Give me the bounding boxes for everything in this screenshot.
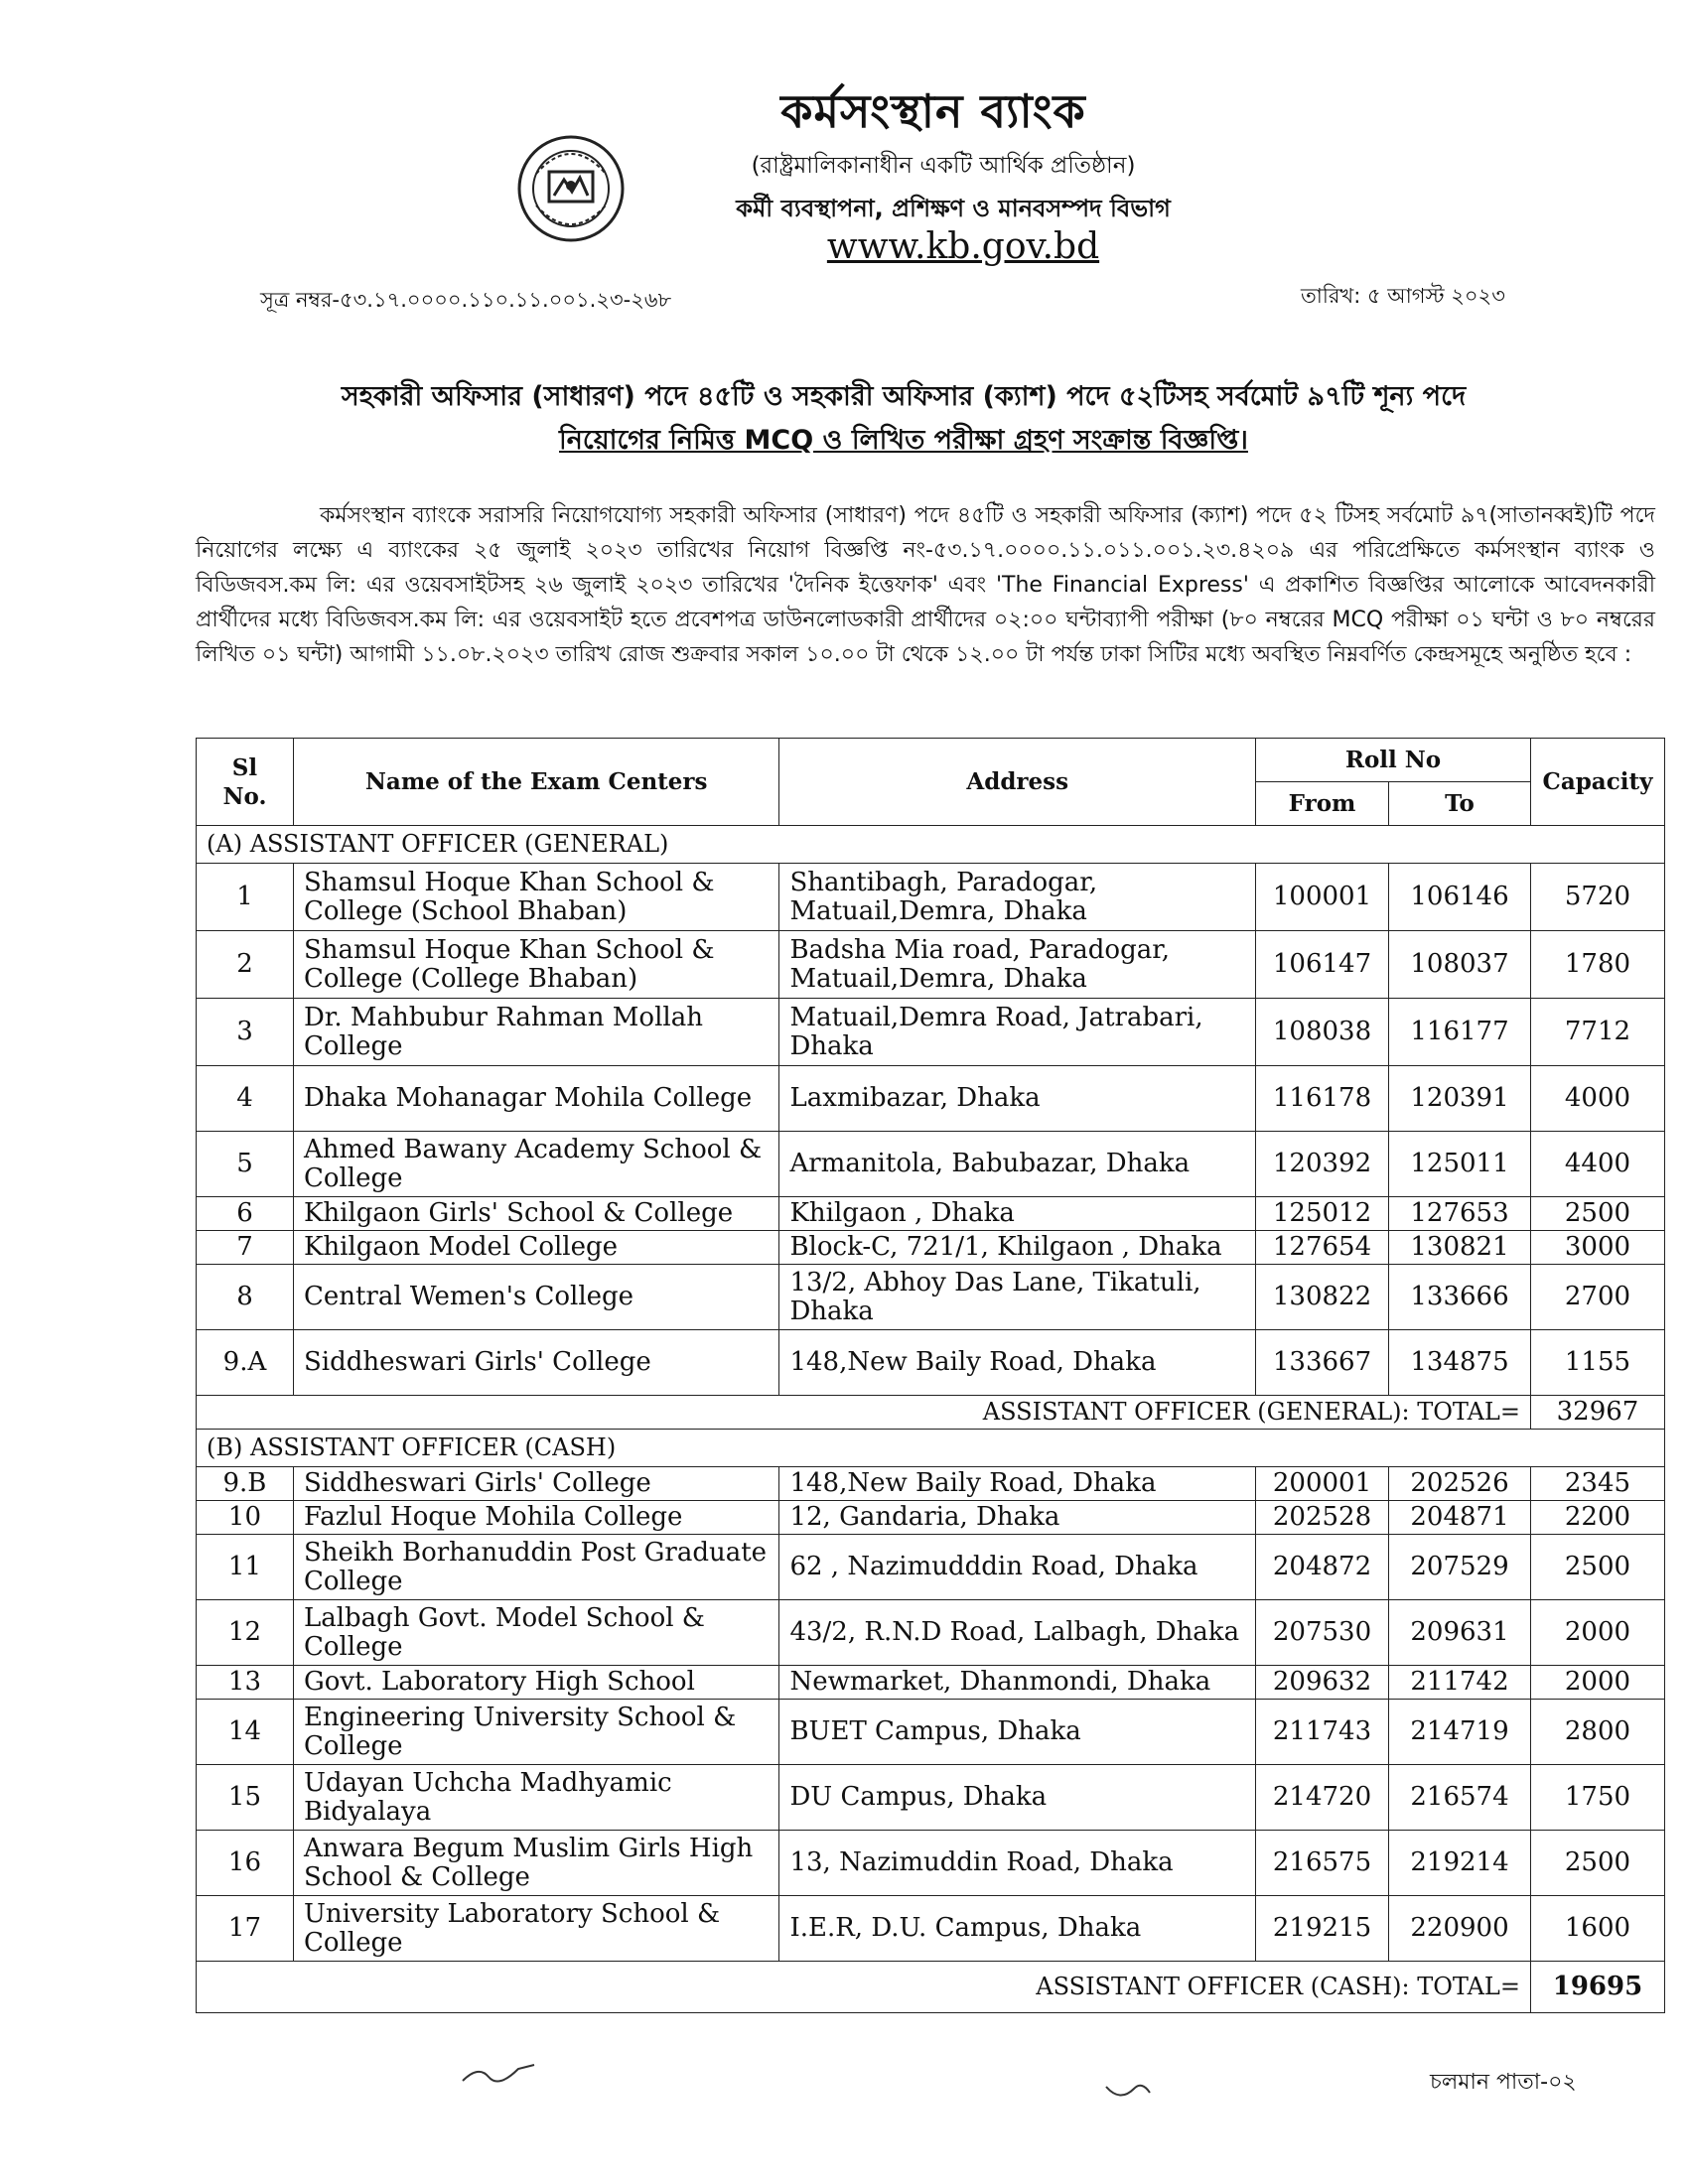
row-roll-to: 108037: [1389, 931, 1531, 999]
signature-icon: [459, 2059, 538, 2089]
row-address: 13, Nazimuddin Road, Dhaka: [779, 1831, 1256, 1896]
row-roll-to: 127653: [1389, 1197, 1531, 1231]
row-roll-to: 220900: [1389, 1896, 1531, 1962]
row-roll-from: 209632: [1256, 1666, 1389, 1700]
row-capacity: 1155: [1530, 1330, 1664, 1396]
row-name: Engineering University School & College: [293, 1700, 779, 1765]
table-row: [197, 864, 1665, 931]
section-b-total: [197, 1962, 1665, 2013]
row-roll-from: 216575: [1256, 1831, 1389, 1896]
header-name: Name of the Exam Centers: [293, 739, 779, 826]
row-capacity: 2000: [1530, 1666, 1664, 1700]
notice-heading-line2: নিয়োগের নিমিত্ত MCQ ও লিখিত পরীক্ষা গ্রহণ সংক্রান্ত বিজ্ঞপ্তি।: [559, 425, 1248, 456]
row-sl: 4: [197, 1066, 294, 1132]
table-row: [197, 1330, 1665, 1396]
exam-centers-table: [196, 738, 1665, 2013]
table-row: [197, 931, 1665, 999]
row-address: Matuail,Demra Road, Jatrabari, Dhaka: [779, 999, 1256, 1066]
row-sl: 7: [197, 1231, 294, 1265]
row-capacity: 1600: [1530, 1896, 1664, 1962]
row-address: Shantibagh, Paradogar, Matuail,Demra, Dhaka: [779, 864, 1256, 931]
row-capacity: 2345: [1530, 1467, 1664, 1501]
row-sl: 9.B: [197, 1467, 294, 1501]
header-sl: Sl No.: [197, 739, 294, 826]
row-roll-from: 127654: [1256, 1231, 1389, 1265]
row-address: Newmarket, Dhanmondi, Dhaka: [779, 1666, 1256, 1700]
row-roll-from: 133667: [1256, 1330, 1389, 1396]
row-sl: 15: [197, 1765, 294, 1831]
row-roll-from: 214720: [1256, 1765, 1389, 1831]
table-row: [197, 1700, 1665, 1765]
table-row: [197, 1066, 1665, 1132]
table-row: [197, 999, 1665, 1066]
row-roll-to: 219214: [1389, 1831, 1531, 1896]
row-roll-to: 116177: [1389, 999, 1531, 1066]
header-from: From: [1256, 782, 1389, 826]
table-row: [197, 1197, 1665, 1231]
row-name: Khilgaon Girls' School & College: [293, 1197, 779, 1231]
section-a-total: [197, 1396, 1665, 1467]
section-b-rows: [197, 1467, 1665, 1962]
row-roll-from: 202528: [1256, 1501, 1389, 1535]
row-address: 43/2, R.N.D Road, Lalbagh, Dhaka: [779, 1600, 1256, 1666]
row-roll-to: 106146: [1389, 864, 1531, 931]
row-roll-to: 216574: [1389, 1765, 1531, 1831]
row-roll-from: 200001: [1256, 1467, 1389, 1501]
row-roll-from: 125012: [1256, 1197, 1389, 1231]
row-sl: 17: [197, 1896, 294, 1962]
header-roll: Roll No: [1256, 739, 1531, 782]
row-sl: 8: [197, 1265, 294, 1330]
row-sl: 12: [197, 1600, 294, 1666]
row-roll-to: 133666: [1389, 1265, 1531, 1330]
row-name: Udayan Uchcha Madhyamic Bidyalaya: [293, 1765, 779, 1831]
continued-page-note: চলমান পাতা-০২: [1430, 2070, 1577, 2095]
row-name: Shamsul Hoque Khan School & College (College Bhaban): [293, 931, 779, 999]
row-name: Fazlul Hoque Mohila College: [293, 1501, 779, 1535]
row-roll-from: 211743: [1256, 1700, 1389, 1765]
row-name: Ahmed Bawany Academy School & College: [293, 1132, 779, 1197]
table-row: [197, 1501, 1665, 1535]
row-roll-from: 219215: [1256, 1896, 1389, 1962]
bank-subtitle: (রাষ্ট্রমালিকানাধীন একটি আর্থিক প্রতিষ্ঠান): [751, 153, 1136, 179]
row-capacity: 1780: [1530, 931, 1664, 999]
section-a-total-value: 32967: [1530, 1396, 1664, 1430]
department-name: কর্মী ব্যবস্থাপনা, প্রশিক্ষণ ও মানবসম্পদ বিভাগ: [736, 195, 1171, 222]
header-capacity: Capacity: [1530, 739, 1664, 826]
row-sl: 14: [197, 1700, 294, 1765]
table-row: [197, 1467, 1665, 1501]
row-capacity: 3000: [1530, 1231, 1664, 1265]
row-sl: 13: [197, 1666, 294, 1700]
website-link[interactable]: www.kb.gov.bd: [826, 226, 1100, 267]
row-sl: 6: [197, 1197, 294, 1231]
table-row: [197, 1896, 1665, 1962]
row-name: Shamsul Hoque Khan School & College (School Bhaban): [293, 864, 779, 931]
row-sl: 3: [197, 999, 294, 1066]
row-name: Dhaka Mohanagar Mohila College: [293, 1066, 779, 1132]
row-sl: 16: [197, 1831, 294, 1896]
section-b-total-value: 19695: [1530, 1962, 1664, 2013]
row-sl: 2: [197, 931, 294, 999]
row-roll-to: 207529: [1389, 1535, 1531, 1600]
table-row: [197, 1765, 1665, 1831]
notice-heading: [258, 375, 1549, 463]
memo-date: তারিখ: ৫ আগস্ট ২০২৩: [1301, 284, 1505, 308]
row-capacity: 2500: [1530, 1197, 1664, 1231]
row-capacity: 1750: [1530, 1765, 1664, 1831]
row-address: 148,New Baily Road, Dhaka: [779, 1330, 1256, 1396]
row-roll-from: 207530: [1256, 1600, 1389, 1666]
table-row: [197, 1132, 1665, 1197]
row-roll-to: 134875: [1389, 1330, 1531, 1396]
section-a-total-label: ASSISTANT OFFICER (GENERAL): TOTAL=: [197, 1396, 1531, 1430]
header-to: To: [1389, 782, 1531, 826]
row-address: BUET Campus, Dhaka: [779, 1700, 1256, 1765]
row-name: Siddheswari Girls' College: [293, 1330, 779, 1396]
row-roll-to: 125011: [1389, 1132, 1531, 1197]
row-address: DU Campus, Dhaka: [779, 1765, 1256, 1831]
row-roll-from: 204872: [1256, 1535, 1389, 1600]
row-name: Anwara Begum Muslim Girls High School & College: [293, 1831, 779, 1896]
notice-heading-line1: সহকারী অফিসার (সাধারণ) পদে ৪৫টি ও সহকারী অফিসার (ক্যাশ) পদে ৫২টিসহ সর্বমোট ৯৭টি শূন্য পদে: [341, 381, 1467, 412]
section-b-total-label: ASSISTANT OFFICER (CASH): TOTAL=: [197, 1962, 1531, 2013]
row-sl: 1: [197, 864, 294, 931]
row-address: 13/2, Abhoy Das Lane, Tikatuli, Dhaka: [779, 1265, 1256, 1330]
initial-mark-icon: [1100, 2075, 1160, 2105]
row-address: Khilgaon , Dhaka: [779, 1197, 1256, 1231]
table-row: [197, 1231, 1665, 1265]
table-row: [197, 1535, 1665, 1600]
row-capacity: 2700: [1530, 1265, 1664, 1330]
row-name: Sheikh Borhanuddin Post Graduate College: [293, 1535, 779, 1600]
row-roll-from: 116178: [1256, 1066, 1389, 1132]
row-capacity: 2500: [1530, 1535, 1664, 1600]
table-row: [197, 1600, 1665, 1666]
row-roll-to: 209631: [1389, 1600, 1531, 1666]
row-name: Dr. Mahbubur Rahman Mollah College: [293, 999, 779, 1066]
row-sl: 11: [197, 1535, 294, 1600]
section-a-rows: [197, 864, 1665, 1396]
row-capacity: 7712: [1530, 999, 1664, 1066]
row-name: Khilgaon Model College: [293, 1231, 779, 1265]
table-row: [197, 1265, 1665, 1330]
row-address: I.E.R, D.U. Campus, Dhaka: [779, 1896, 1256, 1962]
row-address: 12, Gandaria, Dhaka: [779, 1501, 1256, 1535]
row-name: Lalbagh Govt. Model School & College: [293, 1600, 779, 1666]
row-roll-to: 211742: [1389, 1666, 1531, 1700]
row-sl: 5: [197, 1132, 294, 1197]
row-name: University Laboratory School & College: [293, 1896, 779, 1962]
section-a-body: [197, 826, 1665, 864]
section-a-title: (A) ASSISTANT OFFICER (GENERAL): [197, 826, 1665, 864]
notice-body: কর্মসংস্থান ব্যাংকে সরাসরি নিয়োগযোগ্য সহকারী অফিসার (সাধারণ) পদে ৪৫টি ও সহকারী অফিসার (ক্যাশ) পদে ৫২ টিসহ সর্বমোট ৯৭(সাতানব্বই)টি পদে নিয়োগের লক্ষ্যে এ ব্যাংকের ২৫ জুলাই ২০২৩ তারিখের নিয়োগ বিজ্ঞপ্তি নং-৫৩.১৭.০০০০.১১.০১১.০০১.২৩.৪২০৯ এর পরিপ্রেক্ষিতে কর্মসংস্থান ব্যাংক ও বিডিজবস.কম লি: এর ওয়েবসাইটসহ ২৬ জুলাই ২০২৩ তারিখের 'দৈনিক ইত্তেফাক' এবং 'The Financial Express' এ প্রকাশিত বিজ্ঞপ্তির আলোকে আবেদনকারী প্রার্থীদের মধ্যে বিডিজবস.কম লি: এর ওয়েবসাইট হতে প্রবেশপত্র ডাউনলোডকারী প্রার্থীদের ০২:০০ ঘন্টাব্যাপী পরীক্ষা (৮০ নম্বরের MCQ পরীক্ষা ০১ ঘন্টা ও ৮০ নম্বরের লিখিত ০১ ঘন্টা) আগামী ১১.০৮.২০২৩ তারিখ রোজ শুক্রবার সকাল ১০.০০ টা থেকে ১২.০০ টা পর্যন্ত ঢাকা সিটির মধ্যে অবস্থিত নিম্নবর্ণিত কেন্দ্রসমূহে অনুষ্ঠিত হবে :: [196, 503, 1655, 667]
row-capacity: 4000: [1530, 1066, 1664, 1132]
row-address: Armanitola, Babubazar, Dhaka: [779, 1132, 1256, 1197]
row-name: Central Wemen's College: [293, 1265, 779, 1330]
row-address: Block-C, 721/1, Khilgaon , Dhaka: [779, 1231, 1256, 1265]
row-capacity: 2800: [1530, 1700, 1664, 1765]
row-roll-to: 204871: [1389, 1501, 1531, 1535]
row-sl: 9.A: [197, 1330, 294, 1396]
bank-seal-icon: [516, 134, 626, 243]
row-name: Siddheswari Girls' College: [293, 1467, 779, 1501]
row-roll-to: 202526: [1389, 1467, 1531, 1501]
row-roll-from: 106147: [1256, 931, 1389, 999]
header-address: Address: [779, 739, 1256, 826]
row-capacity: 2500: [1530, 1831, 1664, 1896]
row-capacity: 5720: [1530, 864, 1664, 931]
row-roll-from: 130822: [1256, 1265, 1389, 1330]
row-capacity: 2200: [1530, 1501, 1664, 1535]
table-row: [197, 1666, 1665, 1700]
row-roll-to: 120391: [1389, 1066, 1531, 1132]
row-capacity: 2000: [1530, 1600, 1664, 1666]
row-roll-from: 108038: [1256, 999, 1389, 1066]
row-name: Govt. Laboratory High School: [293, 1666, 779, 1700]
row-address: Laxmibazar, Dhaka: [779, 1066, 1256, 1132]
row-address: 62 , Nazimudddin Road, Dhaka: [779, 1535, 1256, 1600]
section-b-title: (B) ASSISTANT OFFICER (CASH): [197, 1430, 1665, 1467]
row-capacity: 4400: [1530, 1132, 1664, 1197]
row-roll-from: 100001: [1256, 864, 1389, 931]
row-address: Badsha Mia road, Paradogar, Matuail,Demra, Dhaka: [779, 931, 1256, 999]
row-sl: 10: [197, 1501, 294, 1535]
table-row: [197, 1831, 1665, 1896]
row-roll-to: 214719: [1389, 1700, 1531, 1765]
memo-number: সূত্র নম্বর-৫৩.১৭.০০০০.১১০.১১.০০১.২৩-২৬৮: [260, 288, 672, 312]
row-address: 148,New Baily Road, Dhaka: [779, 1467, 1256, 1501]
row-roll-to: 130821: [1389, 1231, 1531, 1265]
row-roll-from: 120392: [1256, 1132, 1389, 1197]
bank-name: কর্মসংস্থান ব্যাংক: [780, 84, 1086, 138]
